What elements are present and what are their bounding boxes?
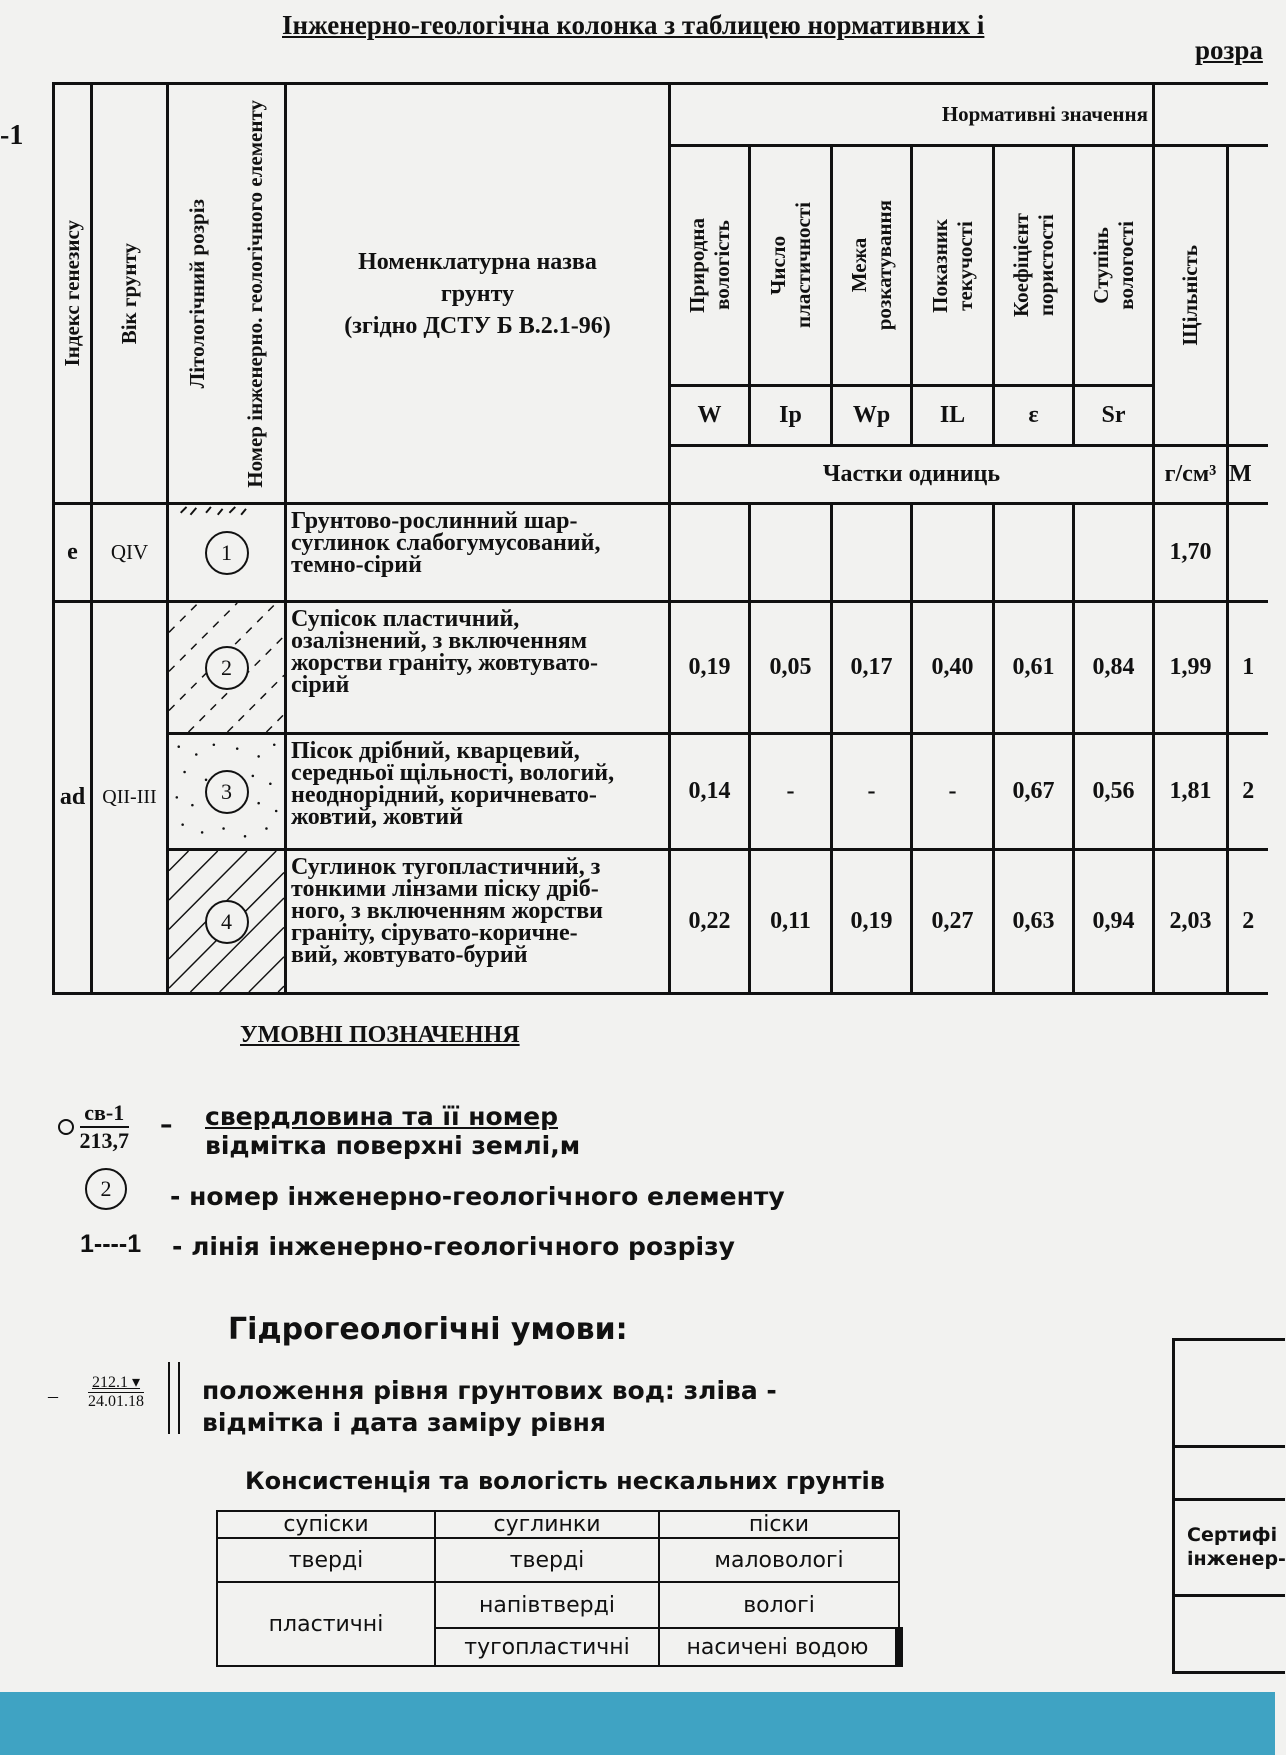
consistency-header: суглинки xyxy=(435,1511,659,1538)
header-col-sr: Ступінь вологості xyxy=(1074,146,1154,386)
header-col-e: Коефіцієнт пористості xyxy=(994,146,1074,386)
litho-cell xyxy=(168,602,286,734)
header-normative: Нормативні значення xyxy=(670,84,1154,146)
density-cell: 1,70 xyxy=(1154,504,1228,602)
age-cell: QIV xyxy=(92,504,168,602)
water-level-symbol: 212.1 ▾ 24.01.18 xyxy=(88,1374,144,1410)
description-cell: Супісок пластичний, озалізнений, з включенням жорстви граніту, жовтувато- сірий xyxy=(286,602,670,734)
description-cell: Грунтово-рослинний шар- суглинок слабогумусований, темно-сірий xyxy=(286,504,670,602)
header-nomenclature: Номенклатурна назва грунту (згідно ДСТУ Б В.2.1-96) xyxy=(286,84,670,504)
genesis-cell: ad xyxy=(54,602,92,994)
certificate-text: інженер- xyxy=(1187,1548,1286,1570)
symbol-sr: Sr xyxy=(1074,386,1154,446)
density-cell: 1,81 xyxy=(1154,734,1228,850)
table-row xyxy=(54,504,1268,602)
header-col-wp: Межа розкатування xyxy=(832,146,912,386)
consistency-header: піски xyxy=(659,1511,899,1538)
litho-cell xyxy=(168,504,286,602)
consistency-header: супіски xyxy=(217,1511,435,1538)
scan-background-strip xyxy=(0,1692,1275,1755)
litho-cell xyxy=(168,734,286,850)
description-cell: Суглинок тугопластичний, з тонкими лінзами піску дріб- ного, з включенням жорстви граніту, сірувато-коричне- вий, жовтувато-бурий xyxy=(286,850,670,994)
units-next: М xyxy=(1228,446,1268,504)
header-litho: Літологічний розріз Номер інженерно. геологічного елементу xyxy=(168,84,286,504)
description-cell: Пісок дрібний, кварцевий, середньої щільності, вологий, неоднорідний, коричневато- жовтий, жовтий xyxy=(286,734,670,850)
density-cell: 1,99 xyxy=(1154,602,1228,734)
units-fraction: Частки одиниць xyxy=(670,446,1154,504)
age-cell: QII-III xyxy=(92,602,168,994)
sheet-tag: -1 xyxy=(0,120,24,151)
ige-circle: 2 xyxy=(205,646,249,690)
ige-circle: 4 xyxy=(205,900,249,944)
symbol-wp: Wp xyxy=(832,386,912,446)
symbol-il: IL xyxy=(912,386,994,446)
header-density: Щільність xyxy=(1154,146,1228,446)
units-density: г/см³ xyxy=(1154,446,1228,504)
borehole-icon xyxy=(58,1119,74,1135)
table-row: ad QII-III 2 Супісок пластичний, озалізнений, з включенням жорстви граніту, жовтувато- сірий 0,19 0,05 0,17 0,40 0,61 0,84 1,99 1 xyxy=(54,602,1268,734)
certificate-box xyxy=(1172,1338,1285,1674)
certificate-text: Сертифі xyxy=(1187,1524,1278,1546)
ige-legend-text: - номер інженерно-геологічного елементу xyxy=(170,1182,785,1211)
table-row: 4 Суглинок тугопластичний, з тонкими лінзами піску дріб- ного, з включенням жорстви граніту, сірувато-коричне- вий, жовтувато-бурий 0,22 0,11 0,19 0,27 0,63 0,94 2,03 2 xyxy=(54,850,1268,994)
borehole-symbol: св-1 213,7 xyxy=(58,1100,129,1154)
density-cell: 2,03 xyxy=(1154,850,1228,994)
header-col-il: Показник текучості xyxy=(912,146,994,386)
page-title-continuation: розра xyxy=(1195,35,1263,65)
page-title: Інженерно-геологічна колонка з таблицею нормативних і xyxy=(282,10,985,40)
table-row: 3 Пісок дрібний, кварцевий, середньої щільності, вологий, неоднорідний, коричневато- жовтий, жовтий 0,14 - - - 0,67 0,56 1,81 2 xyxy=(54,734,1268,850)
header-col-w: Природна вологість xyxy=(670,146,750,386)
ige-circle: 3 xyxy=(205,770,249,814)
genesis-cell: e xyxy=(54,504,92,602)
symbol-ip: Ip xyxy=(750,386,832,446)
header-genesis: Індекс генезису xyxy=(54,84,92,504)
well-icon xyxy=(168,1362,180,1434)
section-legend-sample: 1----1 xyxy=(80,1230,142,1258)
consistency-title: Консистенція та вологість нескальних грунтів xyxy=(245,1467,885,1495)
ige-circle: 1 xyxy=(205,531,249,575)
symbol-e: ε xyxy=(994,386,1074,446)
consistency-table: супіски суглинки піски тверді тверді маловологі пластичні напівтверді вологі тугопластичні насичені водою xyxy=(216,1510,903,1667)
legend-title: УМОВНІ ПОЗНАЧЕННЯ xyxy=(240,1022,520,1048)
hydro-title: Гідрогеологічні умови: xyxy=(228,1312,628,1347)
symbol-w: W xyxy=(670,386,750,446)
section-legend-text: - лінія інженерно-геологічного розрізу xyxy=(172,1232,735,1261)
header-age: Вік грунту xyxy=(92,84,168,504)
header-col-ip: Число пластичності xyxy=(750,146,832,386)
geology-table xyxy=(52,82,1268,995)
litho-cell xyxy=(168,850,286,994)
hydro-text: положення рівня грунтових вод: зліва - відмітка і дата заміру рівня xyxy=(202,1376,777,1437)
borehole-legend-text: свердловина та її номер відмітка поверхні землі,м xyxy=(205,1102,581,1160)
ige-legend-circle: 2 xyxy=(85,1168,127,1210)
